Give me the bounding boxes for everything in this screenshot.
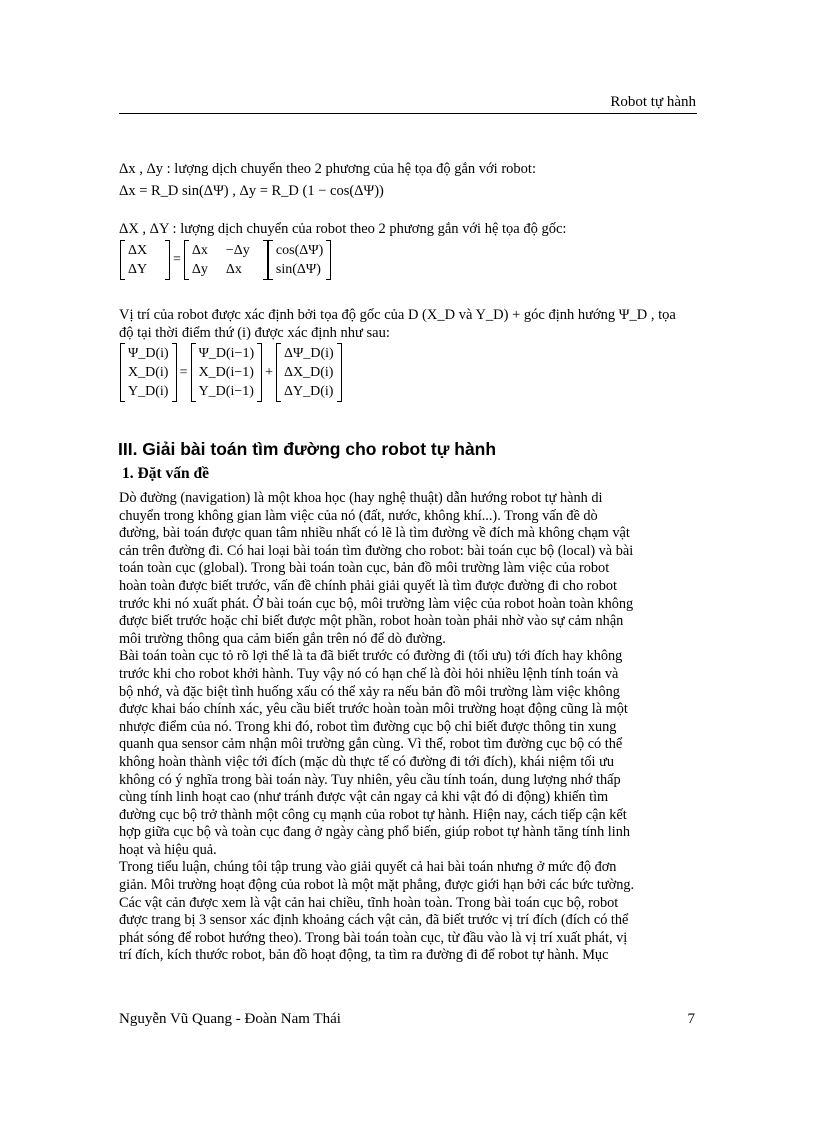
body-line: quanh qua sensor cảm nhận môi trường gắn cùng. Vì thế, robot tìm đường cục bộ có thể: [119, 736, 623, 753]
body-line: trước khi cho robot khởi hành. Tuy vậy nó có hạn chế là đòi hỏi nhiều lệnh tính toán và: [119, 665, 619, 682]
eq3-delta-0: ΔΨ_D(i): [284, 346, 334, 361]
eq1-description: Δx , Δy : lượng dịch chuyển theo 2 phương của hệ tọa độ gắn với robot:: [119, 161, 536, 177]
eq3-prev-0: Ψ_D(i−1): [198, 346, 255, 361]
body-line: Trong tiểu luận, chúng tôi tập trung vào giải quyết cả hai bài toán nhưng ở mức độ đơn: [119, 859, 617, 876]
eq2-description: ΔX , ΔY : lượng dịch chuyển của robot theo 2 phương gắn với hệ tọa độ gốc:: [119, 221, 567, 237]
equals-sign: =: [179, 364, 188, 380]
eq2-m-10: Δy: [191, 262, 208, 277]
eq2-m-00: Δx: [191, 243, 208, 258]
footer-author: Nguyễn Vũ Quang - Đoàn Nam Thái: [119, 1011, 341, 1027]
eq3-prev-2: Y_D(i−1): [198, 384, 254, 399]
body-line: hợp giữa cục bộ và toàn cục đang ở ngày càng phổ biến, giúp robot tự hành tăng tính linh: [119, 824, 631, 841]
running-header: Robot tự hành: [610, 94, 696, 110]
body-line: không có ý nghĩa trong bài toán này. Tuy nhiên, yêu cầu tính toán, dung lượng nhớ thấp: [119, 771, 621, 788]
eq3-prev-vector: [191, 343, 263, 402]
body-line: phát sóng để robot hướng theo). Trong bài toán toàn cục, từ đầu vào là vị trí xuất phát, vị: [119, 929, 628, 946]
eq2-matrix-equation: [120, 240, 331, 280]
body-line: nhược điểm của nó. Trong khi đó, robot tìm đường cục bộ chỉ biết được thông tin xung: [119, 718, 617, 735]
eq3-matrix-equation: [120, 343, 342, 402]
header-rule: [119, 113, 697, 114]
body-line: Các vật cản được xem là vật cản hai chiều, tĩnh hoàn toàn. Trong bài toán cục bộ, robot: [119, 894, 619, 911]
body-line: toán toàn cục (global). Trong bài toán toàn cục, bản đồ môi trường làm việc của robot: [119, 560, 610, 577]
eq2-lhs-1: ΔY: [128, 262, 148, 277]
eq3-delta-1: ΔX_D(i): [284, 365, 334, 380]
eq3-line2: độ tại thời điểm thứ (i) được xác định như sau:: [119, 325, 390, 341]
eq3-prev-1: X_D(i−1): [198, 365, 254, 380]
body-line: đường cục bộ trở thành một công cụ mạnh của robot tự hành. Hiện nay, cách tiếp cận kết: [119, 806, 627, 823]
body-line: được biết trước hoặc chỉ biết được một phần, robot hoàn toàn phải nhờ vào sự cảm nhận: [119, 613, 624, 630]
section-heading: III. Giải bài toán tìm đường cho robot tự hành: [118, 439, 497, 459]
body-line: được trang bị 3 sensor xác định khoảng cách vật cản, đã biết trước vị trí đích (đích có thể: [119, 912, 629, 929]
page-number: 7: [687, 1011, 695, 1027]
body-line: Bài toán toàn cục tỏ rõ lợi thế là ta đã biết trước có đường đi (tối ưu) tới đích hay không: [119, 648, 623, 665]
body-line: trước khi nó xuất phát. Ở bài toán cục bộ, môi trường làm việc của robot hoàn toàn không: [119, 595, 634, 612]
eq2-v-1: sin(ΔΨ): [275, 262, 321, 277]
eq1-formula: Δx = R_D sin(ΔΨ) , Δy = R_D (1 − cos(ΔΨ)): [119, 183, 384, 199]
body-line: giản. Môi trường hoạt động của robot là một mặt phẳng, được giới hạn bởi các bức tường.: [119, 877, 635, 894]
eq2-m-11: Δx: [225, 262, 242, 277]
eq3-lhs-2: Y_D(i): [128, 384, 169, 399]
body-line: cản trên đường đi. Có hai loại bài toán tìm đường cho robot: bài toán cục bộ (local) và bài: [119, 542, 634, 559]
eq3-lhs-0: Ψ_D(i): [128, 346, 169, 361]
body-line: không hoàn thành việc tới đích (mặc dù thực tế có đường đi tới đích), khái niệm tối ưu: [119, 753, 614, 770]
eq3-delta-2: ΔY_D(i): [284, 384, 334, 399]
body-line: môi trường thông qua cảm biến gắn trên nó để dò đường.: [119, 630, 446, 647]
eq3-lhs-1: X_D(i): [128, 365, 169, 380]
eq3-lhs-vector: [120, 343, 177, 402]
eq2-trig-vector: [268, 240, 331, 280]
equals-sign: =: [173, 252, 181, 267]
body-line: Dò đường (navigation) là một khoa học (hay nghệ thuật) dẫn hướng robot tự hành di: [119, 490, 603, 506]
body-line: cùng tính linh hoạt cao (như tránh được vật cản ngay cả khi vật đó di động) khiến tìm: [119, 789, 609, 806]
body-line: trí đích, kích thước robot, bản đồ hoạt động, ta tìm ra đường đi để robot tự hành. Mục: [119, 947, 609, 964]
body-line: hoạt và hiệu quả.: [119, 841, 217, 858]
body-line: chuyển trong không gian làm việc của nó (đất, nước, không khí...). Trong vấn đề dò: [119, 507, 598, 524]
subsection-heading: 1. Đặt vấn đề: [122, 465, 209, 482]
eq2-v-0: cos(ΔΨ): [275, 243, 324, 258]
eq3-line1: Vị trí của robot được xác định bởi tọa độ gốc của D (X_D và Y_D) + góc định hướng Ψ_D , tọa: [119, 307, 676, 323]
eq2-m-01: −Δy: [225, 243, 250, 258]
body-line: được khai báo chính xác, yêu cầu biết trước hoàn toàn môi trường hoạt động cũng là một: [119, 701, 628, 718]
body-line: bộ nhớ, và đặc biệt tình huống xấu có thể xảy ra nếu bản đồ môi trường làm việc không: [119, 683, 620, 700]
plus-sign: +: [265, 364, 274, 380]
eq3-delta-vector: [276, 343, 342, 402]
eq2-lhs-vector: [120, 240, 170, 280]
eq2-lhs-0: ΔX: [128, 243, 148, 258]
body-line: đường, bài toán được quan tâm nhiều nhất có lẽ là tìm đường về đích mà không chạm vật: [119, 525, 630, 542]
eq2-rotation-matrix: [184, 240, 268, 280]
body-paragraphs: [119, 490, 701, 965]
body-line: hoàn toàn được biết trước, vấn đề chính phải giải quyết là tìm được đường đi cho robot: [119, 577, 617, 594]
